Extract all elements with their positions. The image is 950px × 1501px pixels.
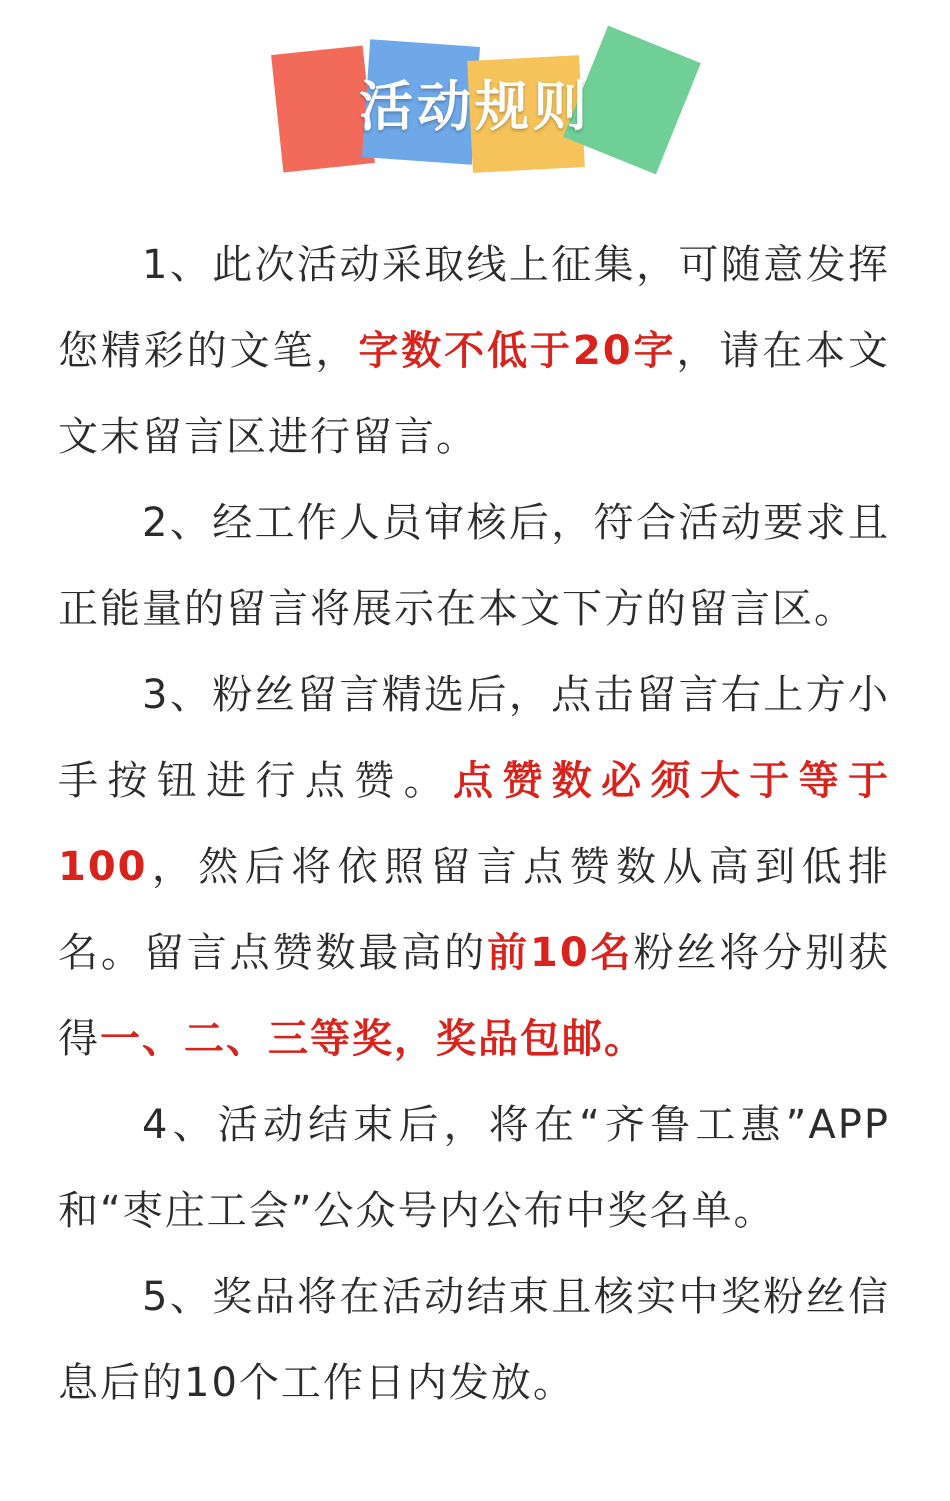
rule-1-highlight: 字数不低于20字 xyxy=(358,328,677,374)
rule-1-text: 1、此次活动采取线上征集，可随意发挥您精彩的文笔， xyxy=(58,242,890,374)
rules-header xyxy=(0,0,950,200)
rule-3-highlight-prizes: 一、二、三等奖，奖品包邮。 xyxy=(100,1016,646,1062)
rule-4 xyxy=(58,1082,890,1254)
rule-3-text-prize: 粉丝将分别获得 xyxy=(58,930,891,1062)
rule-3 xyxy=(58,652,890,1082)
rule-3-text-mid: ，然后将依照留言点赞数从高到低排名。留言点赞数最高的 xyxy=(58,844,890,976)
rule-5-text: 5、奖品将在活动结束且核实中奖粉丝信息后的10个工作日内发放。 xyxy=(58,1274,890,1406)
page-title: 活动规则 xyxy=(359,75,591,138)
rule-4-text: 4、活动结束后，将在“齐鲁工惠”APP和“枣庄工会”公众号内公布中奖名单。 xyxy=(58,1102,890,1234)
rule-3-text: 3、粉丝留言精选后，点击留言右上方小手按钮进行点赞。 xyxy=(58,672,890,804)
rule-2 xyxy=(58,480,890,652)
rule-3-highlight-top10: 前10名 xyxy=(487,930,634,976)
rule-1-text-end: ，请在本文文末留言区进行留言。 xyxy=(58,328,891,460)
rules-content xyxy=(58,222,890,1426)
rule-3-highlight-likes: 点赞数必须大于等于100 xyxy=(58,758,890,890)
rule-2-text: 2、经工作人员审核后，符合活动要求且正能量的留言将展示在本文下方的留言区。 xyxy=(58,500,890,632)
rule-5 xyxy=(58,1254,890,1426)
rule-1 xyxy=(58,222,890,480)
